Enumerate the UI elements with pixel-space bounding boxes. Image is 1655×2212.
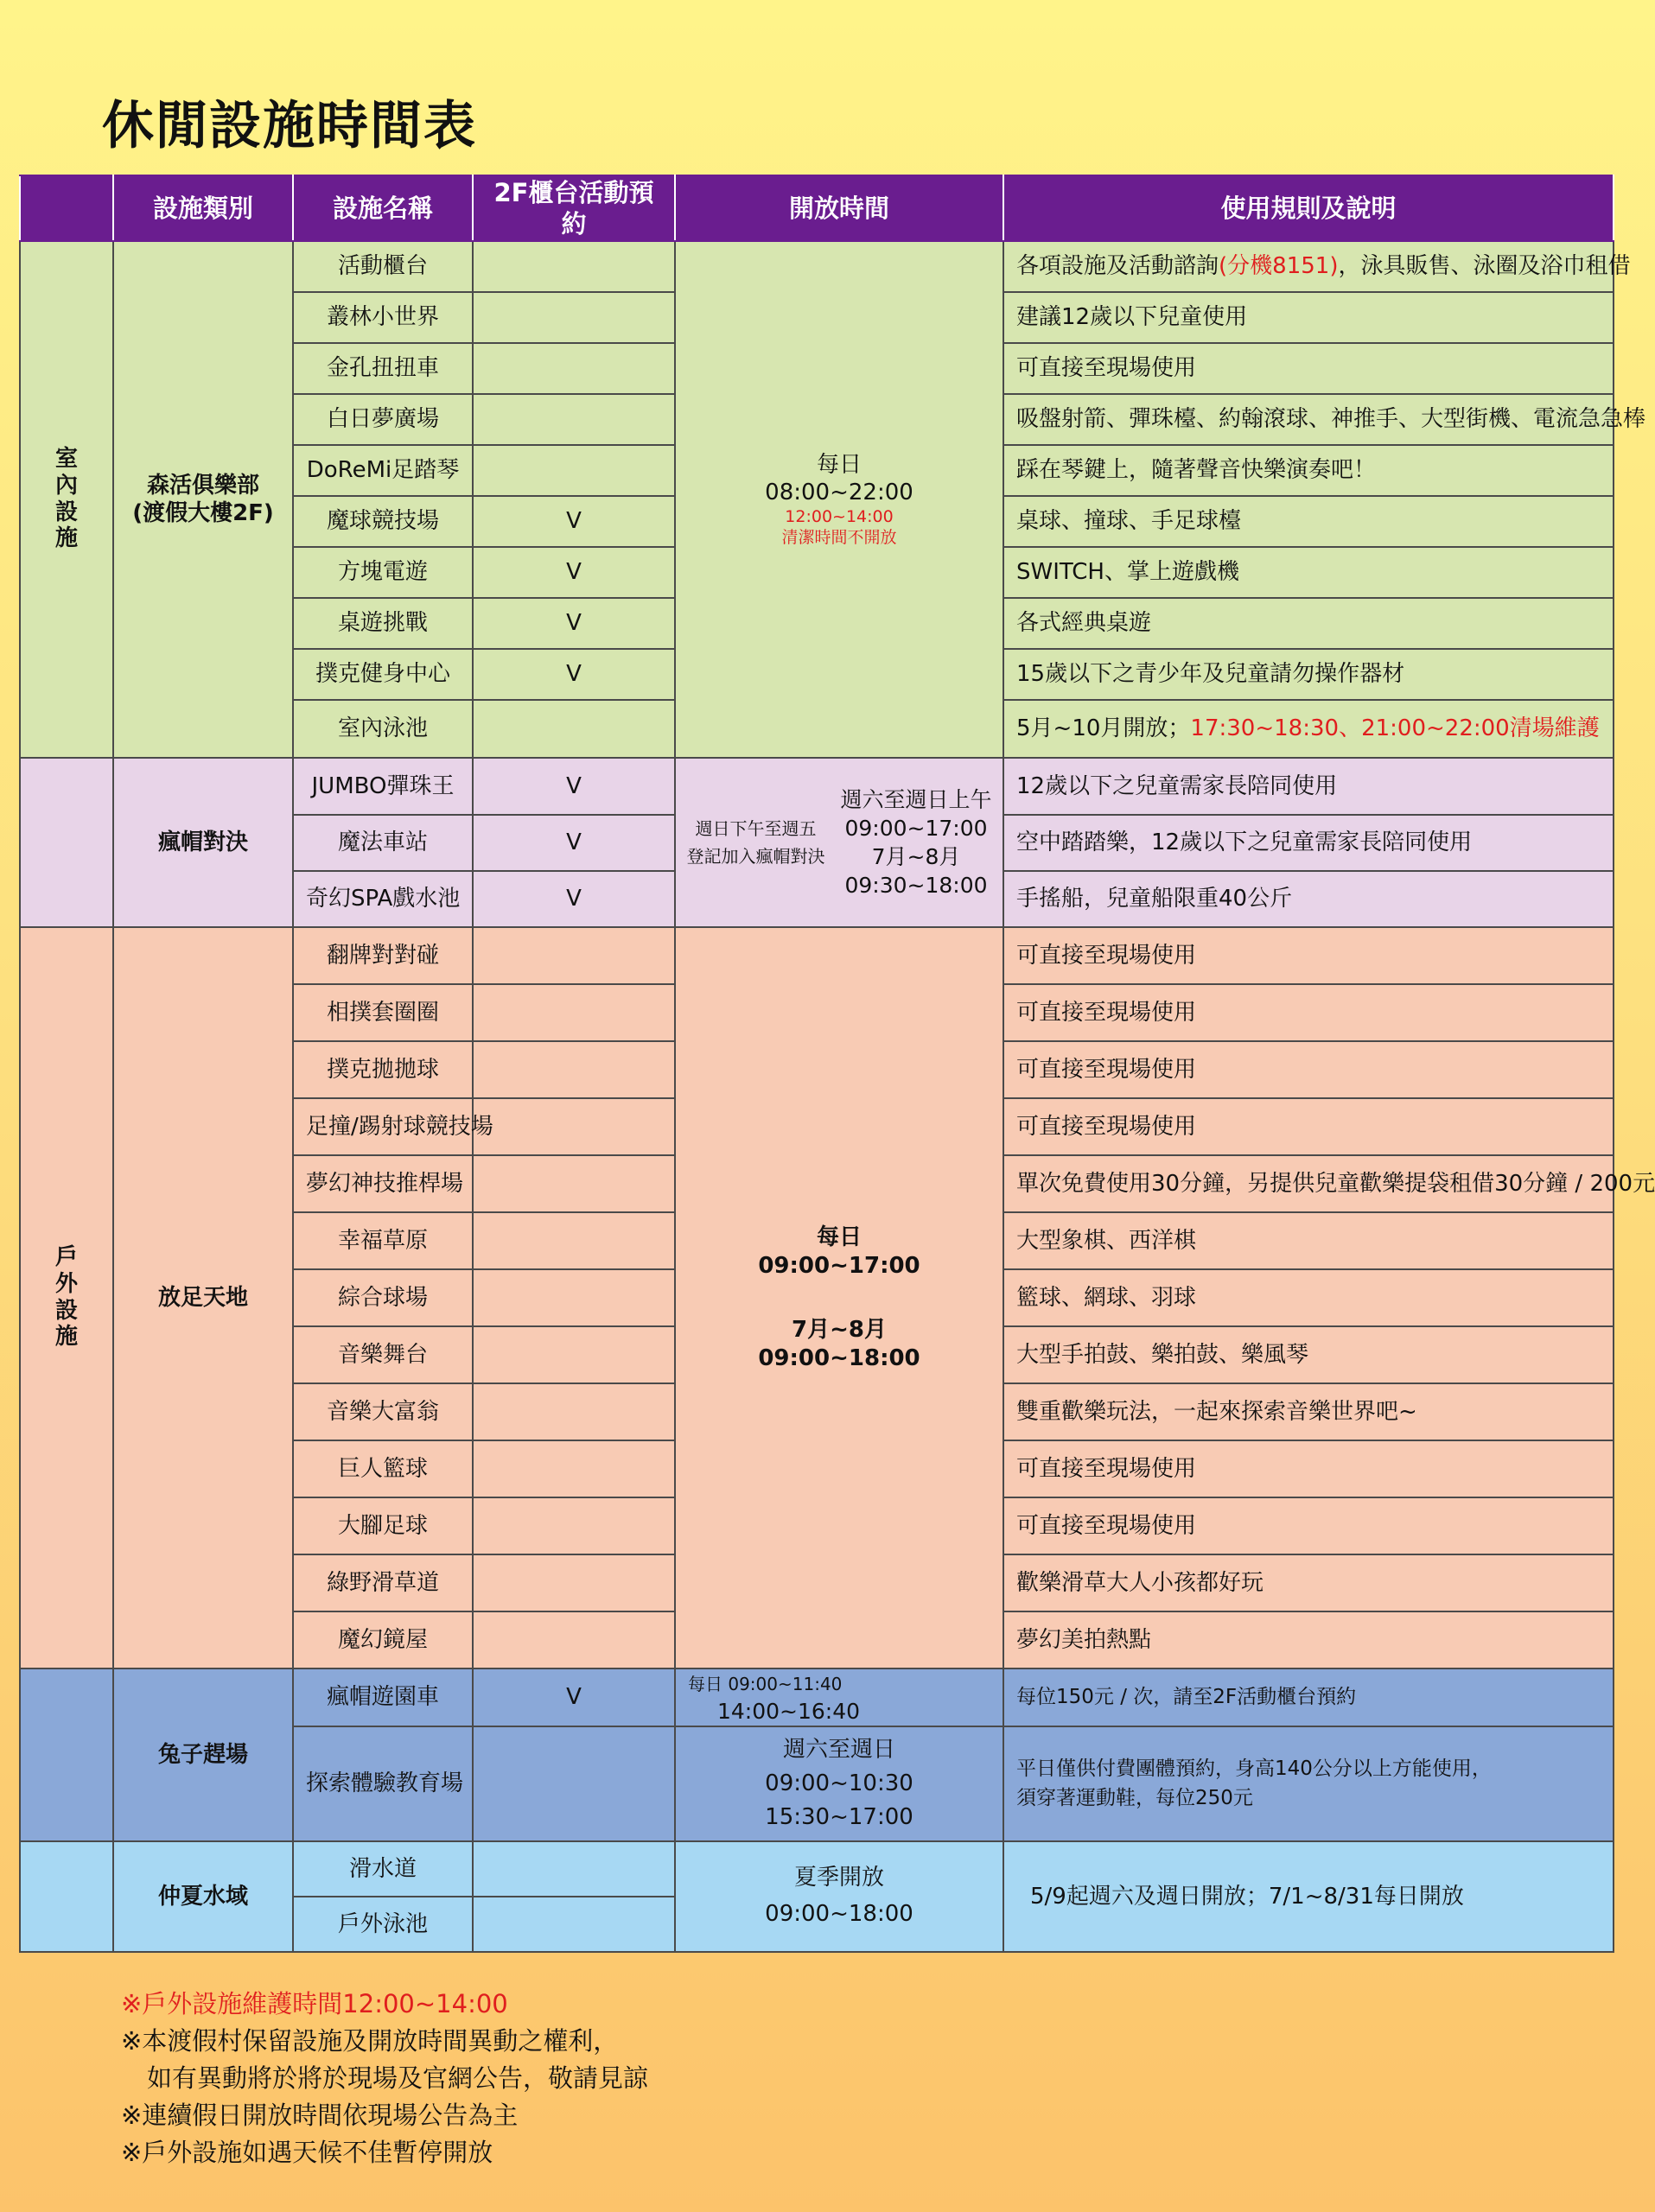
category-rabbit: 兔子趕場	[113, 1669, 293, 1841]
facility-schedule-table	[19, 175, 1655, 1953]
booking-mark	[473, 1497, 675, 1554]
zone-indoor: 室內設施	[20, 241, 113, 758]
facility-name: 撲克拋拋球	[293, 1041, 473, 1098]
rule-text: 可直接至現場使用	[1003, 927, 1614, 984]
note-item: ※連續假日開放時間依現場公告為主	[121, 2101, 519, 2130]
facility-name: 活動櫃台	[293, 241, 473, 292]
rule-text: 可直接至現場使用	[1003, 984, 1614, 1041]
booking-mark: V	[473, 758, 675, 815]
booking-mark	[473, 1269, 675, 1326]
facility-name: JUMBO彈珠王	[293, 758, 473, 815]
hours-rabbit-explore: 週六至週日 09:00~10:30 15:30~17:00	[675, 1726, 1003, 1841]
facility-name: 綜合球場	[293, 1269, 473, 1326]
booking-mark: V	[473, 496, 675, 547]
rule-text: 12歲以下之兒童需家長陪同使用	[1003, 758, 1614, 815]
booking-mark	[473, 1841, 675, 1897]
note-item: ※戶外設施維護時間12:00~14:00	[121, 1989, 508, 2018]
booking-mark	[473, 1041, 675, 1098]
facility-name: 戶外泳池	[293, 1897, 473, 1952]
rule-text: 可直接至現場使用	[1003, 1440, 1614, 1497]
booking-mark	[473, 1554, 675, 1611]
rule-text: 空中踏踏樂，12歲以下之兒童需家長陪同使用	[1003, 815, 1614, 871]
page-title: 休閒設施時間表	[102, 96, 477, 156]
zone-outdoor: 戶外設施	[20, 927, 113, 1669]
booking-mark: V	[473, 598, 675, 649]
facility-name: 桌遊挑戰	[293, 598, 473, 649]
table-row	[20, 1669, 1614, 1726]
rule-text: 大型象棋、西洋棋	[1003, 1212, 1614, 1269]
booking-mark	[473, 394, 675, 445]
rule-text: 可直接至現場使用	[1003, 1098, 1614, 1155]
booking-mark	[473, 1212, 675, 1269]
note-item: 如有異動將於將於現場及官網公告，敬請見諒	[147, 2063, 649, 2093]
facility-name: 叢林小世界	[293, 292, 473, 343]
rule-text: 吸盤射箭、彈珠檯、約翰滾球、神推手、大型街機、電流急急棒	[1003, 394, 1614, 445]
header-booking: 2F櫃台活動預約	[473, 175, 675, 241]
facility-name: 魔法車站	[293, 815, 473, 871]
facility-name: 大腳足球	[293, 1497, 473, 1554]
header-facility-name: 設施名稱	[293, 175, 473, 241]
table-row	[20, 1841, 1614, 1897]
facility-name: 巨人籃球	[293, 1440, 473, 1497]
facility-name: 奇幻SPA戲水池	[293, 871, 473, 927]
booking-mark	[473, 1155, 675, 1212]
booking-mark	[473, 700, 675, 758]
facility-name: 綠野滑草道	[293, 1554, 473, 1611]
header-category: 設施類別	[113, 175, 293, 241]
rule-text: 5月~10月開放；17:30~18:30、21:00~22:00清場維護	[1003, 700, 1614, 758]
booking-mark	[473, 927, 675, 984]
rule-text: 夢幻美拍熱點	[1003, 1611, 1614, 1669]
note-item: ※本渡假村保留設施及開放時間異動之權利，	[121, 2026, 619, 2056]
facility-name: 翻牌對對碰	[293, 927, 473, 984]
facility-name: 相撲套圈圈	[293, 984, 473, 1041]
booking-mark: V	[473, 1669, 675, 1726]
booking-mark	[473, 1383, 675, 1440]
booking-mark: V	[473, 871, 675, 927]
facility-name: 滑水道	[293, 1841, 473, 1897]
booking-mark	[473, 1611, 675, 1669]
facility-name: 白日夢廣場	[293, 394, 473, 445]
hours-rabbit-cart: 每日 09:00~11:40 14:00~16:40	[675, 1669, 1003, 1726]
rule-text: 可直接至現場使用	[1003, 343, 1614, 394]
table-row	[20, 927, 1614, 984]
facility-name: 方塊電遊	[293, 547, 473, 598]
facility-name: 足撞/踢射球競技場	[293, 1098, 473, 1155]
table-header-row	[20, 175, 1614, 241]
facility-name: 幸福草原	[293, 1212, 473, 1269]
facility-name: DoReMi足踏琴	[293, 445, 473, 496]
booking-mark	[473, 1440, 675, 1497]
booking-mark	[473, 241, 675, 292]
facility-name: 音樂大富翁	[293, 1383, 473, 1440]
hours-hat: 週日下午至週五 登記加入瘋帽對決 週六至週日上午 09:00~17:00 7月~8月 09:30~18:00	[675, 758, 1003, 927]
booking-mark	[473, 1326, 675, 1383]
rule-text: 15歲以下之青少年及兒童請勿操作器材	[1003, 649, 1614, 700]
table-row	[20, 758, 1614, 815]
facility-name: 金孔扭扭車	[293, 343, 473, 394]
hours-water: 夏季開放 09:00~18:00	[675, 1841, 1003, 1952]
booking-mark: V	[473, 815, 675, 871]
rule-text: 各項設施及活動諮詢(分機8151)，泳具販售、泳圈及浴巾租借	[1003, 241, 1614, 292]
facility-name: 室內泳池	[293, 700, 473, 758]
rule-text: 踩在琴鍵上，隨著聲音快樂演奏吧！	[1003, 445, 1614, 496]
rule-text: 歡樂滑草大人小孩都好玩	[1003, 1554, 1614, 1611]
booking-mark	[473, 984, 675, 1041]
header-rules: 使用規則及說明	[1003, 175, 1614, 241]
zone-blank	[20, 1841, 113, 1952]
rule-text: 單次免費使用30分鐘，另提供兒童歡樂提袋租借30分鐘 / 200元	[1003, 1155, 1614, 1212]
facility-name: 音樂舞台	[293, 1326, 473, 1383]
table-row	[20, 241, 1614, 292]
rule-text: 雙重歡樂玩法，一起來探索音樂世界吧~	[1003, 1383, 1614, 1440]
category-field: 放足天地	[113, 927, 293, 1669]
booking-mark	[473, 445, 675, 496]
facility-name: 魔幻鏡屋	[293, 1611, 473, 1669]
facility-name: 撲克健身中心	[293, 649, 473, 700]
rule-text: 桌球、撞球、手足球檯	[1003, 496, 1614, 547]
hours-field: 每日 09:00~17:00 7月~8月 09:00~18:00	[675, 927, 1003, 1669]
rule-text: 籃球、網球、羽球	[1003, 1269, 1614, 1326]
notes-list	[121, 1986, 648, 2171]
rule-text: 平日僅供付費團體預約，身高140公分以上方能使用， 須穿著運動鞋，每位250元	[1003, 1726, 1614, 1841]
rule-text: 大型手拍鼓、樂拍鼓、樂風琴	[1003, 1326, 1614, 1383]
zone-blank	[20, 1669, 113, 1841]
rule-text: 各式經典桌遊	[1003, 598, 1614, 649]
booking-mark	[473, 1726, 675, 1841]
hours-club: 每日 08:00~22:00 12:00~14:00 清潔時間不開放	[675, 241, 1003, 758]
header-zone	[20, 175, 113, 241]
booking-mark: V	[473, 649, 675, 700]
rule-text: 可直接至現場使用	[1003, 1041, 1614, 1098]
rule-text: 手搖船，兒童船限重40公斤	[1003, 871, 1614, 927]
category-hat: 瘋帽對決	[113, 758, 293, 927]
rule-text: SWITCH、掌上遊戲機	[1003, 547, 1614, 598]
booking-mark	[473, 1098, 675, 1155]
booking-mark	[473, 292, 675, 343]
category-water: 仲夏水域	[113, 1841, 293, 1952]
facility-name: 夢幻神技推桿場	[293, 1155, 473, 1212]
rule-text: 每位150元 / 次，請至2F活動櫃台預約	[1003, 1669, 1614, 1726]
booking-mark	[473, 1897, 675, 1952]
facility-name: 探索體驗教育場	[293, 1726, 473, 1841]
rule-text: 5/9起週六及週日開放；7/1~8/31每日開放	[1003, 1841, 1614, 1952]
category-club: 森活俱樂部 (渡假大樓2F)	[113, 241, 293, 758]
note-item: ※戶外設施如遇天候不佳暫停開放	[121, 2138, 493, 2167]
rule-text: 建議12歲以下兒童使用	[1003, 292, 1614, 343]
facility-name: 魔球競技場	[293, 496, 473, 547]
zone-blank	[20, 758, 113, 927]
booking-mark: V	[473, 547, 675, 598]
header-hours: 開放時間	[675, 175, 1003, 241]
rule-text: 可直接至現場使用	[1003, 1497, 1614, 1554]
facility-name: 瘋帽遊園車	[293, 1669, 473, 1726]
booking-mark	[473, 343, 675, 394]
